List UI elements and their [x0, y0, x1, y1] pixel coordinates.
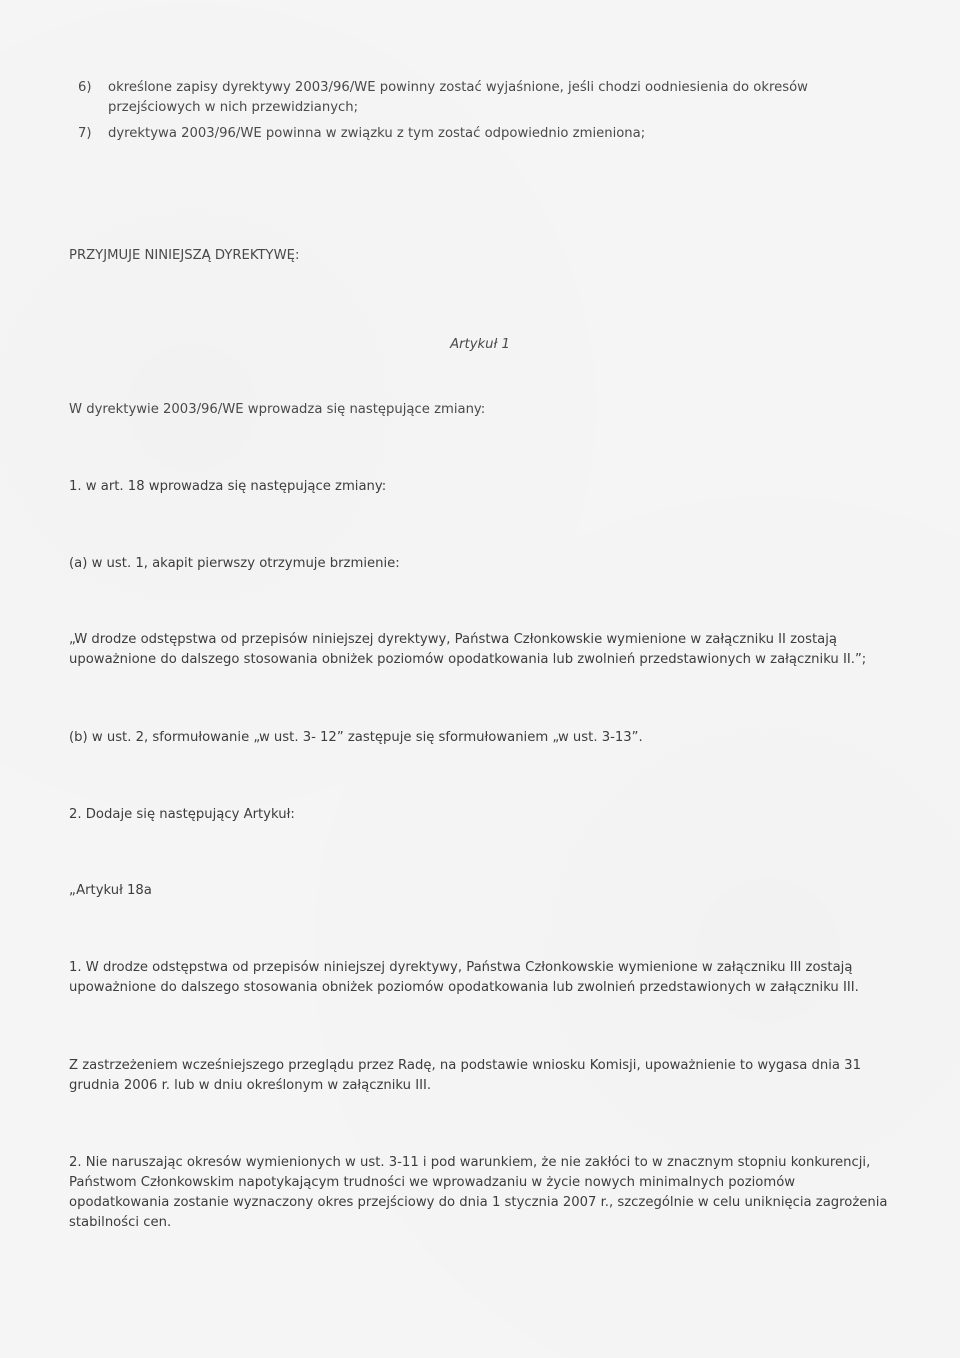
recital-number: 6) — [78, 80, 92, 95]
article-heading: Artykuł 1 — [450, 337, 510, 353]
point-1a: (a) w ust. 1, akapit pierwszy otrzymuje brzmienie: — [69, 556, 400, 571]
quoted-paragraph: „W drodze odstępstwa od przepisów niniejszej dyrektywy, Państwa Członkowskie wymienione w załączniku II zostają upoważnione do dalszego stosowania obniżek poziomów opodatkowania lub zwolnień przedstawionych w załączniku II.”; — [69, 632, 867, 667]
new-article-heading: „Artykuł 18a — [69, 883, 152, 898]
paragraph-2: 2. Nie naruszając okresów wymienionych w ust. 3-11 i pod warunkiem, że nie zakłóci to w znacznym stopniu konkurencji, Państwom Członkowskim napotykającym trudności we wprowadzaniu w życie nowych minimalnych poziomów opodatkowania zostanie wyznaczony okres przejściowy do dnia 1 stycznia 2007 r., szczególnie w celu uniknięcia zagrożenia stabilności cen. — [69, 1155, 888, 1230]
article-intro: W dyrektywie 2003/96/WE wprowadza się następujące zmiany: — [69, 402, 486, 417]
paragraph-1: 1. W drodze odstępstwa od przepisów niniejszej dyrektywy, Państwa Członkowskie wymienione w załączniku III zostają upoważnione do dalszego stosowania obniżek poziomów opodatkowania lub zwolnień przedstawionych w załączniku III. — [69, 960, 859, 995]
recital-7 — [78, 124, 838, 144]
recital-number: 7) — [78, 126, 92, 141]
point-1: 1. w art. 18 wprowadza się następujące zmiany: — [69, 479, 387, 494]
adoption-formula: PRZYJMUJE NINIEJSZĄ DYREKTYWĘ: — [69, 248, 300, 263]
recital-6 — [78, 78, 838, 118]
recital-text: dyrektywa 2003/96/WE powinna w związku z tym zostać odpowiednio zmieniona; — [108, 126, 646, 141]
point-1b: (b) w ust. 2, sformułowanie „w ust. 3- 12” zastępuje się sformułowaniem „w ust. 3-13”. — [69, 730, 643, 745]
point-2: 2. Dodaje się następujący Artykuł: — [69, 807, 295, 822]
reservation-paragraph: Z zastrzeżeniem wcześniejszego przeglądu przez Radę, na podstawie wniosku Komisji, upoważnienie to wygasa dnia 31 grudnia 2006 r. lub w dniu określonym w załączniku III. — [69, 1058, 861, 1093]
recital-text: określone zapisy dyrektywy 2003/96/WE powinny zostać wyjaśnione, jeśli chodzi oodniesienia do okresów przejściowych w nich przewidzianych; — [108, 80, 808, 115]
